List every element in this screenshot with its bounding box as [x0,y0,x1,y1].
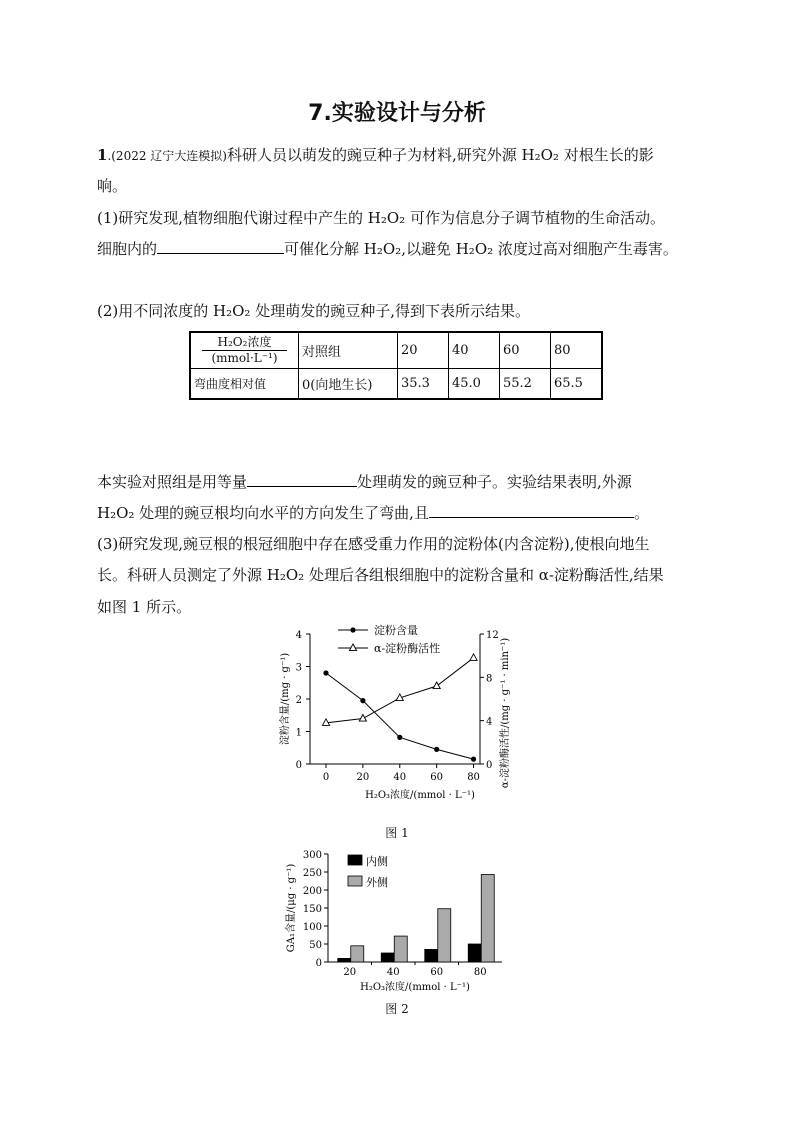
figure-2-caption: 图 2 [385,1002,409,1016]
x-tick-label: 20 [343,967,357,978]
question-intro [97,144,654,165]
left-tick-label: 0 [295,760,302,771]
table-cell: 0(向地生长) [299,369,398,400]
x-tick-label: 0 [322,772,330,783]
intro-text: 科研人员以萌发的豌豆种子为材料,研究外源 H₂O₂ 对根生长的影 [226,146,654,164]
y-axis-label: GA₁含量/(μg · g⁻¹) [286,863,297,953]
left-tick-label: 3 [295,662,302,674]
table-header-label [190,332,299,369]
right-tick-label: 8 [486,673,493,685]
left-tick-label: 1 [295,727,302,739]
data-point [470,654,477,661]
part2-text-b: 处理萌发的豌豆种子。实验结果表明,外源 [357,473,632,491]
data-point [359,715,366,722]
y-tick-label: 250 [302,868,322,879]
table-cell: 40 [449,332,500,369]
figure-2-chart [280,845,520,995]
bar [338,958,351,962]
left-axis-label: 淀粉含量/(mg · g⁻¹) [280,652,291,746]
x-tick-label: 40 [386,967,400,978]
part3-line3: 如图 1 所示。 [97,598,192,616]
series-line-2 [326,658,474,723]
right-tick-label: 12 [486,630,499,641]
data-point [471,757,476,762]
part2-text-c: H₂O₂ 处理的豌豆根均向水平的方向发生了弯曲,且 [97,504,429,522]
page-title: 7.实验设计与分析 [308,101,486,126]
part2-after-line2 [97,502,649,523]
x-tick-label: 40 [393,772,407,783]
x-axis-label: H₂O₃浓度/(mmol · L⁻¹) [365,790,475,801]
legend-marker-2 [349,644,356,651]
table-row [190,369,602,400]
x-tick-label: 80 [473,967,487,978]
table-row-label: 弯曲度相对值 [190,369,299,400]
figure-1-caption: 图 1 [385,826,409,840]
data-point [433,682,440,689]
y-tick-label: 0 [315,958,322,969]
series-line-1 [326,673,474,759]
part2-text-a: 本实验对照组是用等量 [97,473,248,491]
table-cell: 45.0 [449,369,500,400]
data-point [434,747,439,752]
y-tick-label: 50 [309,940,322,951]
table-cell: 65.5 [551,369,603,400]
legend-label-2: 外侧 [366,876,388,889]
bar [481,875,494,962]
table-cell: 55.2 [500,369,551,400]
bar [468,944,481,962]
part2-after-line1 [97,471,632,492]
part2-line: (2)用不同浓度的 H₂O₂ 处理萌发的豌豆种子,得到下表所示结果。 [97,302,530,320]
bar [351,946,364,962]
right-tick-label: 0 [486,760,493,771]
header-label-2: (mmol·L⁻¹) [211,351,278,365]
answer-blank-3[interactable] [429,503,634,518]
answer-blank-2[interactable] [247,472,357,487]
y-tick-label: 200 [302,886,322,897]
x-tick-label: 20 [356,772,370,783]
y-tick-label: 100 [302,922,322,933]
data-point [360,698,365,703]
y-tick-label: 150 [302,904,322,915]
left-tick-label: 4 [295,630,302,641]
x-tick-label: 80 [467,772,480,783]
legend-label-1: 内侧 [366,855,388,868]
legend-swatch-1 [348,855,362,865]
table-cell: 80 [551,332,603,369]
part1-text-b: 可催化分解 H₂O₂,以避免 H₂O₂ 浓度过高对细胞产生毒害。 [284,240,678,258]
bar [425,949,438,962]
legend-marker-1 [350,627,355,632]
question-source: .(2022 辽宁大连模拟) [107,149,227,163]
x-tick-label: 60 [430,967,444,978]
header-label-1: H₂O₂浓度 [202,335,287,351]
bar [438,909,451,962]
intro-text-2: 响。 [97,177,128,195]
question-number: 1 [97,146,108,164]
part3-line1: (3)研究发现,豌豆根的根冠细胞中存在感受重力作用的淀粉体(内含淀粉),使根向地生 [97,535,650,553]
answer-blank-1[interactable] [157,239,284,254]
data-point [323,670,328,675]
part1-line2 [97,238,678,259]
legend-label-2: α-淀粉酶活性 [374,642,441,655]
table-cell: 20 [398,332,449,369]
right-tick-label: 4 [486,716,493,728]
table-cell: 60 [500,332,551,369]
data-point [397,735,402,740]
right-axis-label: α-淀粉酶活性/(mg · g⁻¹ · min⁻¹) [500,637,511,789]
table-cell: 对照组 [299,332,398,369]
figure-1-chart [270,620,530,815]
part3-line2: 长。科研人员测定了外源 H₂O₂ 处理后各组根细胞中的淀粉含量和 α-淀粉酶活性,结果 [97,566,664,584]
x-tick-label: 60 [430,772,444,783]
y-tick-label: 300 [302,850,322,861]
table-cell: 35.3 [398,369,449,400]
part2-text-d: 。 [633,504,649,522]
part1-text-a: 细胞内的 [97,240,158,258]
bar [394,936,407,962]
legend-swatch-2 [348,876,362,886]
left-tick-label: 2 [295,695,302,706]
part1-line1: (1)研究发现,植物细胞代谢过程中产生的 H₂O₂ 可作为信息分子调节植物的生命活动。 [97,209,665,227]
table-header-row [190,332,602,369]
x-axis-label: H₂O₃浓度/(mmol · L⁻¹) [360,982,470,993]
bar [381,953,394,962]
legend-label-1: 淀粉含量 [374,624,418,637]
results-table [189,331,603,400]
